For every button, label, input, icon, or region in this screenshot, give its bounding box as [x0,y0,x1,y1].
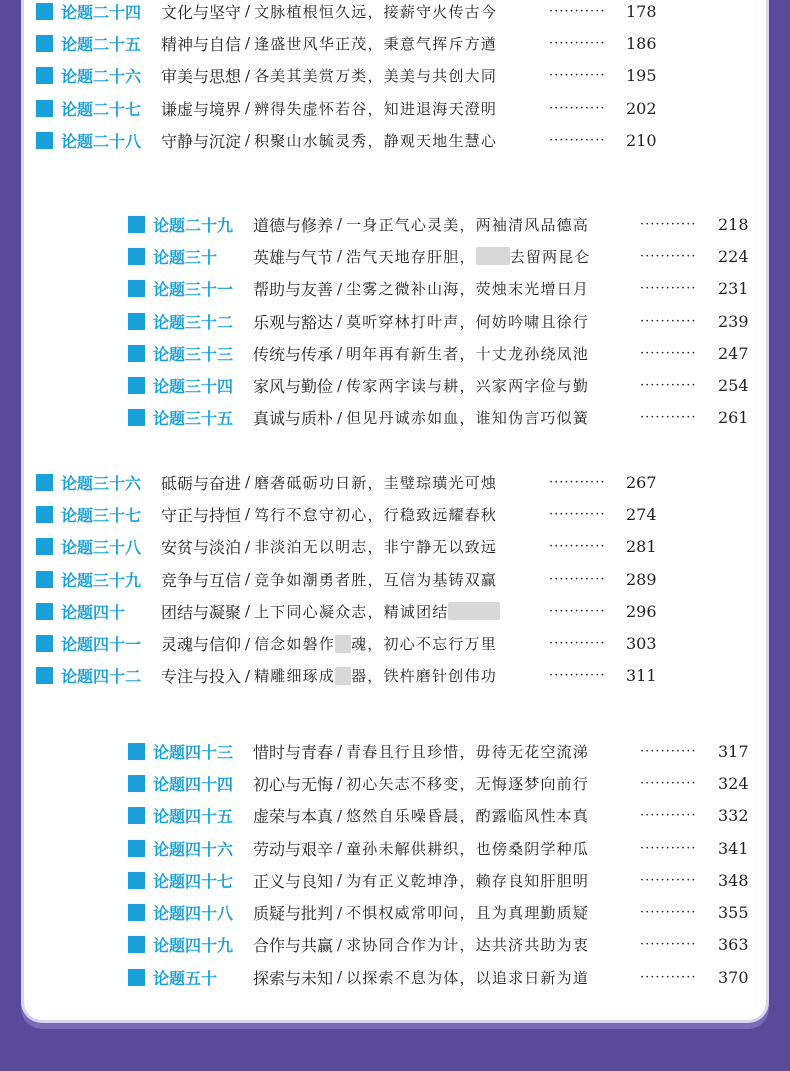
bullet-square-icon [36,538,53,555]
topic-desc: 非淡泊无以明志，非宁静无以致远 [254,538,498,557]
leader-dots: ··········· [640,808,697,824]
topic-label: 论题三十二 [153,312,234,332]
separator: / [337,774,343,793]
separator: / [245,473,251,492]
toc-row[interactable] [36,531,657,563]
leader-dots: ··········· [640,872,697,888]
separator: / [337,806,343,825]
bullet-square-icon [36,3,53,20]
topic-title: 守静与沉淀 [161,131,242,151]
separator: / [245,537,251,556]
page-number: 363 [718,935,749,955]
topic-desc: 悠然自乐噪昏晨，酌露临风性本真 [346,807,590,826]
topic-desc-part: 精雕细琢成 [254,667,336,686]
page-number: 274 [626,504,657,524]
toc-row[interactable] [36,124,657,156]
separator: / [337,871,343,890]
bullet-square-icon [128,936,145,953]
leader-dots: ··········· [549,68,606,84]
separator: / [245,34,251,53]
topic-title: 帮助与友善 [253,280,334,300]
topic-title: 初心与无悔 [253,774,334,794]
toc-row[interactable] [36,92,657,124]
bullet-square-icon [128,775,145,792]
bullet-square-icon [128,345,145,362]
topic-label: 论题二十七 [61,99,142,119]
leader-dots: ··········· [549,100,606,116]
toc-row[interactable] [128,832,749,864]
topic-title: 谦虚与境界 [161,99,242,119]
topic-label: 论题五十 [153,968,218,988]
toc-row[interactable] [36,60,657,92]
leader-dots: ··········· [549,571,606,587]
separator: / [245,99,251,118]
topic-title: 安贫与淡泊 [161,538,242,558]
leader-dots: ··········· [640,937,697,953]
bullet-square-icon [128,248,145,265]
topic-desc-part: 浩气天地存肝胆， [346,247,476,266]
leader-dots: ··········· [640,840,697,856]
topic-desc-part: 魂，初心不忘行万里 [351,635,497,654]
topic-desc-part: 去留两昆仑 [509,247,591,266]
page-number: 178 [626,1,657,21]
topic-title: 真诚与质朴 [253,409,334,429]
topic-desc: 但见丹诚赤如血，谁知伪言巧似簧 [346,409,590,428]
page-number: 202 [626,98,657,118]
topic-desc-part: 信念如磐作 [254,635,336,654]
topic-title: 砥砺与奋进 [161,473,242,493]
topic-label: 论题二十六 [61,67,142,87]
topic-title: 合作与共赢 [253,936,334,956]
separator: / [337,968,343,987]
toc-row[interactable] [36,0,657,27]
redacted-block [335,667,351,685]
toc-row[interactable] [128,929,749,961]
separator: / [337,312,343,331]
separator: / [245,505,251,524]
separator: / [337,376,343,395]
toc-row[interactable] [36,627,657,659]
separator: / [245,666,251,685]
toc-row[interactable] [36,660,657,692]
topic-desc: 逢盛世风华正茂，秉意气挥斥方遒 [254,34,498,53]
topic-title: 灵魂与信仰 [161,635,242,655]
toc-row[interactable] [36,595,657,627]
toc-group-1 [36,0,657,156]
page-number: 311 [626,666,657,686]
leader-dots: ··········· [640,281,697,297]
redacted-block [448,602,500,620]
page-number: 303 [626,634,657,654]
page-number: 247 [718,343,749,363]
topic-label: 论题四十二 [61,667,142,687]
leader-dots: ··········· [549,3,606,19]
bullet-square-icon [36,132,53,149]
leader-dots: ··········· [640,905,697,921]
bullet-square-icon [128,840,145,857]
toc-row[interactable] [128,767,749,799]
leader-dots: ··········· [549,474,606,490]
topic-label: 论题四十九 [153,936,234,956]
topic-label: 论题四十四 [153,774,234,794]
topic-title: 质疑与批判 [253,904,334,924]
toc-row[interactable] [128,800,749,832]
separator: / [245,602,251,621]
leader-dots: ··········· [640,345,697,361]
topic-desc: 各美其美赏万类，美美与共创大同 [254,67,498,86]
topic-desc: 为有正义乾坤净，赖存良知肝胆明 [346,871,590,890]
separator: / [337,742,343,761]
page-number: 370 [718,967,749,987]
topic-desc: 笃行不怠守初心，行稳致远耀春秋 [254,505,498,524]
topic-label: 论题四十六 [153,839,234,859]
toc-row[interactable] [128,273,749,305]
page-number: 254 [718,376,749,396]
topic-title: 探索与未知 [253,968,334,988]
page-number: 261 [718,408,749,428]
page-number: 239 [718,311,749,331]
topic-desc: 磨砻砥砺功日新，圭璧琮璜光可烛 [254,473,498,492]
topic-label: 论题二十五 [61,34,142,54]
page-number: 324 [718,773,749,793]
toc-row[interactable] [128,896,749,928]
topic-label: 论题三十九 [61,570,142,590]
bullet-square-icon [128,280,145,297]
topic-title: 家风与勤俭 [253,377,334,397]
topic-label: 论题四十七 [153,871,234,891]
topic-label: 论题三十八 [61,538,142,558]
topic-title: 英雄与气节 [253,247,334,267]
page-number: 267 [626,472,657,492]
separator: / [337,344,343,363]
toc-row[interactable] [128,864,749,896]
topic-desc: 以探索不息为体，以追求日新为道 [346,968,590,987]
separator: / [337,839,343,858]
topic-title: 乐观与豁达 [253,312,334,332]
page-number: 296 [626,601,657,621]
topic-desc: 竞争如潮勇者胜，互信为基铸双赢 [254,570,498,589]
toc-row[interactable] [128,961,749,993]
topic-label: 论题四十 [61,602,126,622]
topic-title: 精神与自信 [161,34,242,54]
toc-row[interactable] [128,208,749,240]
redacted-block [335,635,351,653]
page-number: 186 [626,33,657,53]
leader-dots: ··········· [549,668,606,684]
topic-label: 论题三十六 [61,473,142,493]
separator: / [245,2,251,21]
topic-title: 专注与投入 [161,667,242,687]
leader-dots: ··········· [549,132,606,148]
toc-row[interactable] [128,369,749,401]
leader-dots: ··········· [549,506,606,522]
topic-label: 论题三十四 [153,377,234,397]
topic-title: 道德与修养 [253,215,334,235]
page-number: 231 [718,279,749,299]
separator: / [245,131,251,150]
bullet-square-icon [128,872,145,889]
bullet-square-icon [128,969,145,986]
bullet-square-icon [36,667,53,684]
bullet-square-icon [128,409,145,426]
leader-dots: ··········· [549,603,606,619]
leader-dots: ··········· [549,35,606,51]
topic-desc: 一身正气心灵美，两袖清风品德高 [346,215,590,234]
bullet-square-icon [36,603,53,620]
topic-desc: 辨得失虚怀若谷，知进退海天澄明 [254,99,498,118]
toc-row[interactable] [36,498,657,530]
toc-card [24,0,766,1020]
topic-desc: 童孙未解供耕织，也傍桑阴学种瓜 [346,839,590,858]
separator: / [337,215,343,234]
separator: / [245,570,251,589]
toc-row[interactable] [128,240,749,272]
toc-group-4 [128,735,749,993]
topic-desc: 尘雾之微补山海，荧烛末光增日月 [346,280,590,299]
topic-desc: 明年再有新生者，十丈龙孙绕凤池 [346,344,590,363]
topic-title: 劳动与艰辛 [253,839,334,859]
bullet-square-icon [128,807,145,824]
separator: / [337,935,343,954]
topic-label: 论题三十一 [153,280,234,300]
toc-row[interactable] [36,563,657,595]
topic-desc: 不惧权威常叩问，且为真理勤质疑 [346,904,590,923]
redacted-block [476,247,510,265]
topic-desc: 初心矢志不移变，无悔逐梦向前行 [346,774,590,793]
leader-dots: ··········· [640,248,697,264]
topic-title: 传统与传承 [253,344,334,364]
separator: / [245,634,251,653]
leader-dots: ··········· [549,539,606,555]
separator: / [337,279,343,298]
bullet-square-icon [128,743,145,760]
leader-dots: ··········· [640,378,697,394]
toc-row[interactable] [128,402,749,434]
leader-dots: ··········· [640,410,697,426]
topic-title: 守正与持恒 [161,505,242,525]
topic-label: 论题二十九 [153,215,234,235]
page-number: 281 [626,537,657,557]
page-number: 341 [718,838,749,858]
topic-label: 论题三十 [153,247,218,267]
topic-label: 论题四十三 [153,742,234,762]
topic-label: 论题四十一 [61,635,142,655]
bullet-square-icon [36,506,53,523]
topic-title: 文化与坚守 [161,2,242,22]
bullet-square-icon [128,904,145,921]
bullet-square-icon [36,635,53,652]
bullet-square-icon [128,216,145,233]
toc-group-2 [128,208,749,434]
topic-desc: 文脉植根恒久远，接薪守火传古今 [254,2,498,21]
toc-group-3 [36,466,657,692]
toc-row[interactable] [36,27,657,59]
page-number: 355 [718,903,749,923]
topic-label: 论题三十七 [61,505,142,525]
toc-row[interactable] [36,466,657,498]
toc-row[interactable] [128,337,749,369]
leader-dots: ··········· [640,775,697,791]
page-number: 289 [626,569,657,589]
page-number: 332 [718,806,749,826]
leader-dots: ··········· [549,636,606,652]
bullet-square-icon [128,377,145,394]
topic-desc-part: 上下同心凝众志，精诚团结 [254,602,449,621]
page-number: 195 [626,66,657,86]
topic-desc: 求协同合作为计，达共济共助为衷 [346,936,590,955]
topic-title: 惜时与青春 [253,742,334,762]
topic-title: 团结与凝聚 [161,602,242,622]
topic-label: 论题四十八 [153,904,234,924]
topic-label: 论题二十四 [61,2,142,22]
bullet-square-icon [36,67,53,84]
separator: / [337,903,343,922]
topic-label: 论题三十三 [153,344,234,364]
leader-dots: ··········· [640,313,697,329]
page-number: 224 [718,246,749,266]
leader-dots: ··········· [640,743,697,759]
page-number: 210 [626,130,657,150]
page-number: 218 [718,214,749,234]
topic-label: 论题三十五 [153,409,234,429]
topic-label: 论题四十五 [153,807,234,827]
leader-dots: ··········· [640,969,697,985]
topic-title: 正义与良知 [253,871,334,891]
bullet-square-icon [36,474,53,491]
topic-desc-part: 器，铁杵磨针创伟功 [351,667,497,686]
topic-desc: 青春且行且珍惜，毋待无花空流涕 [346,742,590,761]
separator: / [245,66,251,85]
topic-desc: 莫听穿林打叶声，何妨吟啸且徐行 [346,312,590,331]
topic-desc: 传家两字读与耕，兴家两字俭与勤 [346,377,590,396]
topic-title: 竞争与互信 [161,570,242,590]
page-number: 348 [718,870,749,890]
toc-row[interactable] [128,305,749,337]
separator: / [337,247,343,266]
topic-label: 论题二十八 [61,131,142,151]
bullet-square-icon [128,313,145,330]
leader-dots: ··········· [640,216,697,232]
page-number: 317 [718,741,749,761]
topic-desc: 积聚山水毓灵秀，静观天地生慧心 [254,131,498,150]
topic-title: 虚荣与本真 [253,807,334,827]
bullet-square-icon [36,35,53,52]
bullet-square-icon [36,100,53,117]
separator: / [337,408,343,427]
topic-title: 审美与思想 [161,67,242,87]
bullet-square-icon [36,571,53,588]
toc-row[interactable] [128,735,749,767]
